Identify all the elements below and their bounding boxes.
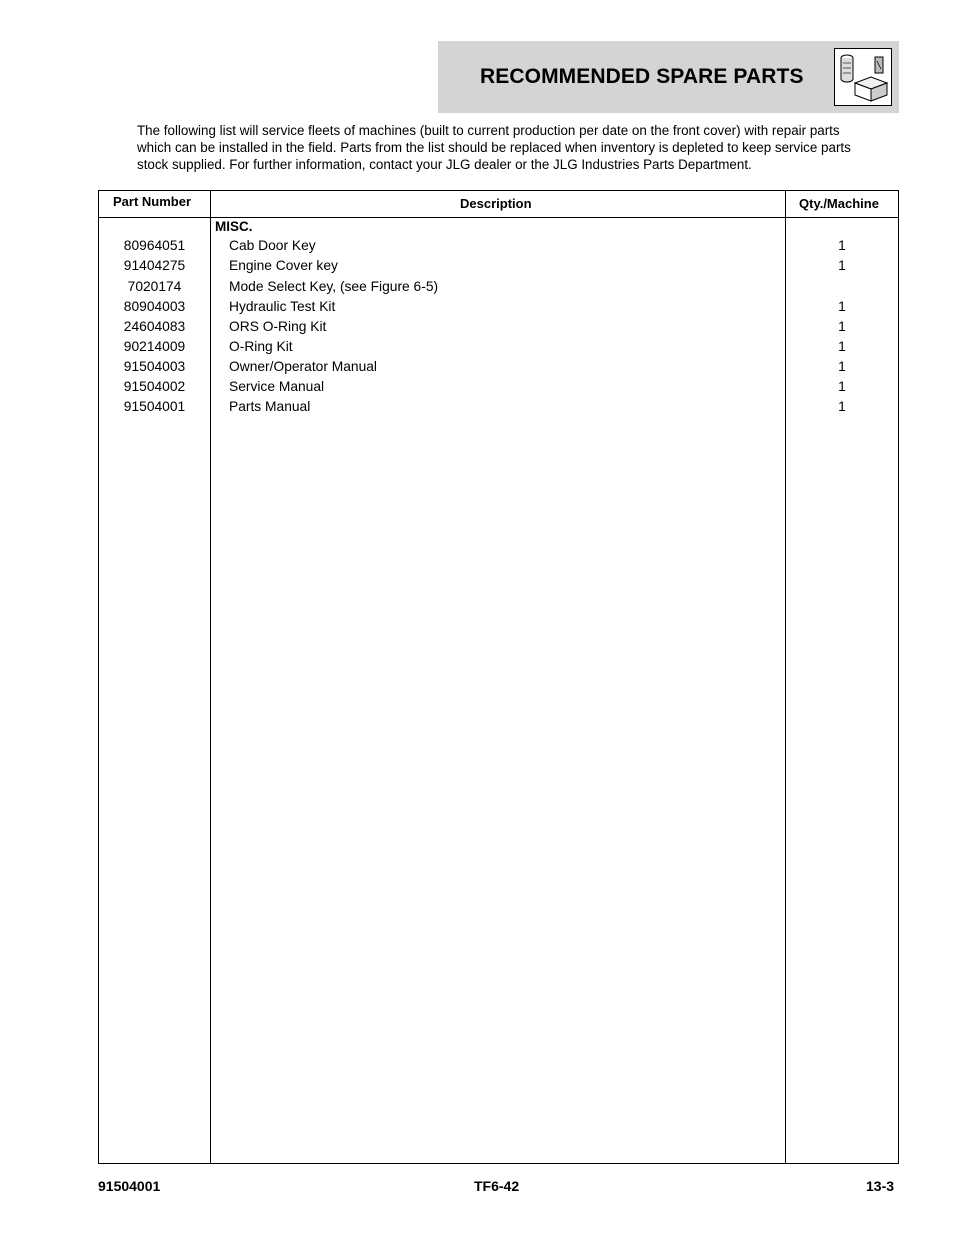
part-number: 24604083 [123,319,186,334]
part-description: Parts Manual [229,399,311,414]
table-row [99,319,898,339]
part-description: O-Ring Kit [229,339,293,354]
footer-document-number: 91504001 [98,1178,161,1194]
part-qty: 1 [838,379,846,394]
part-qty: 1 [838,238,846,253]
part-number: 80964051 [123,238,186,253]
table-row [99,399,898,419]
table-row [99,258,898,278]
page-header [438,41,899,113]
header-divider [99,217,898,218]
footer-model: TF6-42 [474,1178,520,1194]
part-description: Owner/Operator Manual [229,359,377,374]
table-row [99,379,898,399]
spare-parts-icon [834,48,892,106]
part-description: Engine Cover key [229,258,338,273]
part-qty: 1 [838,299,846,314]
part-description: Mode Select Key, (see Figure 6-5) [229,279,439,294]
part-number: 91504001 [123,399,186,414]
page-title: RECOMMENDED SPARE PARTS [480,65,804,88]
table-row [99,238,898,258]
table-row [99,299,898,319]
section-heading: MISC. [215,219,253,234]
spare-parts-table [98,190,899,1164]
part-qty: 1 [838,319,846,334]
intro-paragraph: The following list will service fleets of machines (built to current production per date on the front cover) with repair parts which can be installed in the field. Parts from the list should be replaced when inventory is depleted to keep service parts stock supplied. For further information, contact your JLG dealer or the JLG Industries Parts Department. [137,123,851,172]
part-qty: 1 [838,359,846,374]
header-part-number: Part Number [113,194,192,209]
header-qty: Qty./Machine [799,196,879,211]
part-description: Hydraulic Test Kit [229,299,336,314]
table-row [99,279,898,299]
header-description: Description [460,196,532,211]
part-number: 91404275 [123,258,186,273]
part-qty: 1 [838,339,846,354]
table-row [99,359,898,379]
part-number: 91504002 [123,379,186,394]
part-number: 80904003 [123,299,186,314]
part-qty: 1 [838,399,846,414]
part-number: 91504003 [123,359,186,374]
part-description: Service Manual [229,379,325,394]
part-description: ORS O-Ring Kit [229,319,327,334]
part-qty: 1 [838,258,846,273]
part-number: 7020174 [127,279,182,294]
part-description: Cab Door Key [229,238,316,253]
table-row [99,339,898,359]
part-number: 90214009 [123,339,186,354]
footer-page-number: 13-3 [866,1178,895,1194]
